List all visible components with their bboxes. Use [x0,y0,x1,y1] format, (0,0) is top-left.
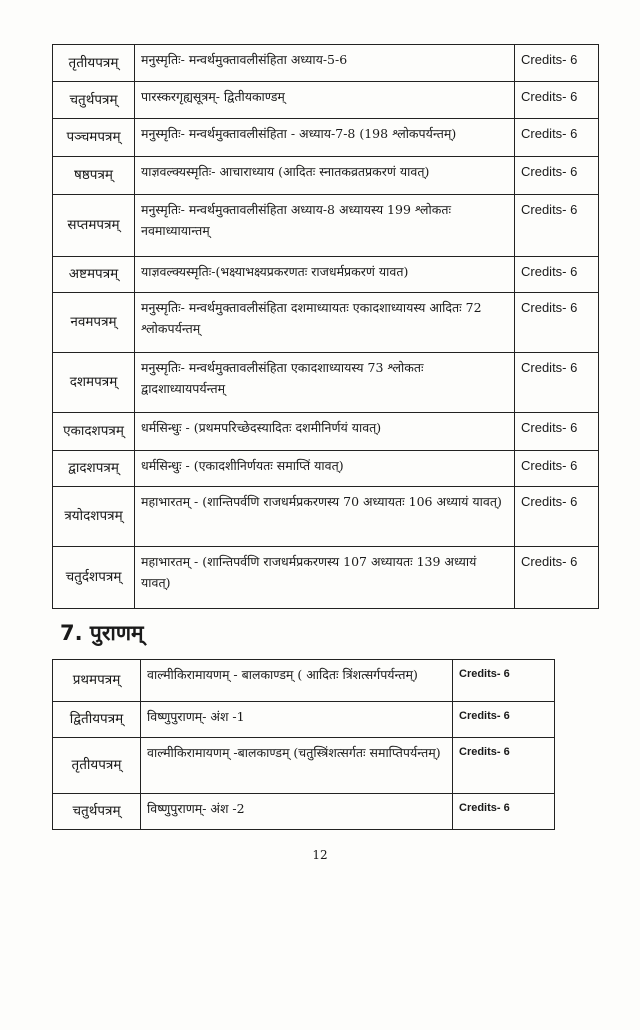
paper-name: पञ्चमपत्रम् [53,119,135,157]
paper-name: चतुर्थपत्रम् [53,82,135,119]
credits: Credits- 6 [515,157,599,195]
paper-description: याज्ञवल्क्यस्मृतिः- आचाराध्याय (आदितः स्नातकव्रतप्रकरणं यावत्) [135,157,515,195]
credits: Credits- 6 [453,660,555,702]
table-row [53,487,599,547]
table-row [53,157,599,195]
credits: Credits- 6 [515,293,599,353]
credits: Credits- 6 [515,195,599,257]
paper-name: त्रयोदशपत्रम् [53,487,135,547]
paper-name: षष्ठपत्रम् [53,157,135,195]
paper-name: एकादशपत्रम् [53,413,135,451]
table-row [53,353,599,413]
paper-description: मनुस्मृतिः- मन्वर्थमुक्तावलीसंहिता एकादशाध्यायस्य 73 श्लोकतः द्वादशाध्यायपर्यन्तम् [135,353,515,413]
table-row [53,82,599,119]
table-row [53,293,599,353]
paper-name: चतुर्थपत्रम् [53,794,141,830]
paper-description: महाभारतम् - (शान्तिपर्वणि राजधर्मप्रकरणस्य 107 अध्यायतः 139 अध्यायं यावत्) [135,547,515,609]
syllabus-table-dharmashastra [52,44,599,609]
credits: Credits- 6 [453,794,555,830]
paper-description: पारस्करगृह्यसूत्रम्- द्वितीयकाण्डम् [135,82,515,119]
paper-description: मनुस्मृतिः- मन्वर्थमुक्तावलीसंहिता दशमाध्यायतः एकादशाध्यायस्य आदितः 72 श्लोकपर्यन्तम् [135,293,515,353]
paper-description: याज्ञवल्क्यस्मृतिः-(भक्ष्याभक्ष्यप्रकरणतः राजधर्मप्रकरणं यावत) [135,257,515,293]
credits: Credits- 6 [515,487,599,547]
paper-description: विष्णुपुराणम्- अंश -2 [141,794,453,830]
paper-description: वाल्मीकिरामायणम् - बालकाण्डम् ( आदितः त्रिंशत्सर्गपर्यन्तम्) [141,660,453,702]
table-row [53,195,599,257]
credits: Credits- 6 [515,413,599,451]
section-heading: 7. पुराणम् [60,621,144,645]
table-row [53,451,599,487]
table-row [53,702,555,738]
credits: Credits- 6 [515,82,599,119]
paper-name: सप्तमपत्रम् [53,195,135,257]
paper-description: वाल्मीकिरामायणम् -बालकाण्डम् (चतुस्त्रिंशत्सर्गतः समाप्तिपर्यन्तम्) [141,738,453,794]
credits: Credits- 6 [453,702,555,738]
paper-name: प्रथमपत्रम् [53,660,141,702]
syllabus-table-puranam [52,659,555,830]
table-row [53,738,555,794]
credits: Credits- 6 [515,45,599,82]
paper-description: मनुस्मृतिः- मन्वर्थमुक्तावलीसंहिता अध्याय-8 अध्यायस्य 199 श्लोकतः नवमाध्यायान्तम् [135,195,515,257]
table-row [53,794,555,830]
paper-description: मनुस्मृतिः- मन्वर्थमुक्तावलीसंहिता - अध्याय-7-8 (198 श्लोकपर्यन्तम्) [135,119,515,157]
paper-description: मनुस्मृतिः- मन्वर्थमुक्तावलीसंहिता अध्याय-5-6 [135,45,515,82]
paper-name: तृतीयपत्रम् [53,738,141,794]
paper-name: अष्टमपत्रम् [53,257,135,293]
paper-description: महाभारतम् - (शान्तिपर्वणि राजधर्मप्रकरणस्य 70 अध्यायतः 106 अध्यायं यावत्) [135,487,515,547]
table-row [53,413,599,451]
paper-description: धर्मसिन्धुः - (प्रथमपरिच्छेदस्यादितः दशमीनिर्णयं यावत्) [135,413,515,451]
credits: Credits- 6 [515,451,599,487]
paper-name: द्वादशपत्रम् [53,451,135,487]
credits: Credits- 6 [453,738,555,794]
credits: Credits- 6 [515,257,599,293]
paper-name: नवमपत्रम् [53,293,135,353]
table-row [53,45,599,82]
paper-name: द्वितीयपत्रम् [53,702,141,738]
table-row [53,119,599,157]
paper-description: धर्मसिन्धुः - (एकादशीनिर्णयतः समाप्तिं यावत्) [135,451,515,487]
credits: Credits- 6 [515,353,599,413]
paper-name: चतुर्दशपत्रम् [53,547,135,609]
credits: Credits- 6 [515,119,599,157]
page-number: 12 [312,848,328,862]
credits: Credits- 6 [515,547,599,609]
paper-description: विष्णुपुराणम्- अंश -1 [141,702,453,738]
table-row [53,547,599,609]
paper-name: दशमपत्रम् [53,353,135,413]
table-row [53,660,555,702]
table-row [53,257,599,293]
paper-name: तृतीयपत्रम् [53,45,135,82]
